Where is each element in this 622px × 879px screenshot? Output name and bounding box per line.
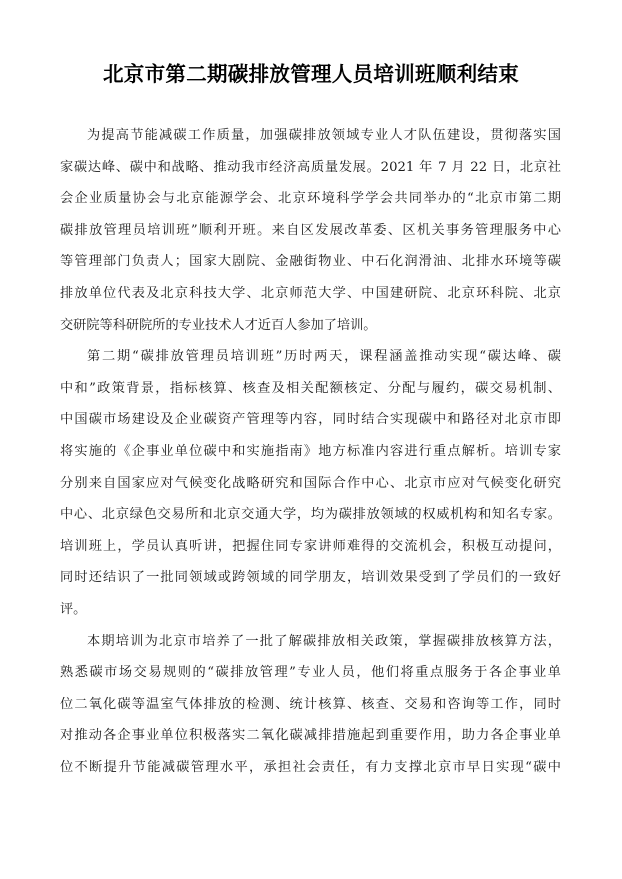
text-line: 交研院等科研院所的专业技术人才近百人参加了培训。 <box>60 317 377 333</box>
text-line: 中和”政策背景，指标核算、核查及相关配额核定、分配与履约，碳交易机制、 <box>60 380 561 396</box>
text-line: 对推动各企事业单位积极落实二氧化碳减排措施起到重要作用，助力各企事业单 <box>60 728 561 744</box>
text-line: 中国碳市场建设及企业碳资产管理等内容，同时结合实现碳中和路径对北京市即 <box>60 412 561 428</box>
document-title: 北京市第二期碳排放管理人员培训班顺利结束 <box>103 62 519 86</box>
text-line: 会企业质量协会与北京能源学会、北京环境科学学会共同举办的“北京市第二期 <box>60 191 561 207</box>
text-line: 为提高节能减碳工作质量，加强碳排放领域专业人才队伍建设，贯彻落实国 <box>87 128 561 143</box>
text-line: 分别来自国家应对气候变化战略研究和国际合作中心、北京市应对气候变化研究 <box>60 475 561 491</box>
text-line: 本期培训为北京市培养了一批了解碳排放相关政策，掌握碳排放核算方法， <box>87 633 561 649</box>
text-line: 中心、北京绿色交易所和北京交通大学，均为碳排放领域的权威机构和知名专家。 <box>60 507 561 523</box>
text-line: 排放单位代表及北京科技大学、北京师范大学、中国建研院、北京环科院、北京 <box>60 285 561 301</box>
text-line: 等管理部门负责人；国家大剧院、金融街物业、中石化润滑油、北排水环境等碳 <box>60 254 561 270</box>
text-line: 培训班上，学员认真听讲，把握住同专家讲师难得的交流机会，积极互动提问， <box>60 538 561 554</box>
text-line: 碳排放管理员培训班”顺利开班。来自区发展改革委、区机关事务管理服务中心 <box>60 222 561 238</box>
text-line: 将实施的《企事业单位碳中和实施指南》地方标准内容进行重点解析。培训专家 <box>60 443 561 459</box>
text-line: 位不断提升节能减碳管理水平，承担社会责任，有力支撑北京市早日实现“碳中 <box>60 759 561 775</box>
text-line: 评。 <box>60 601 87 617</box>
text-line: 位二氧化碳等温室气体排放的检测、统计核算、核查、交易和咨询等工作，同时 <box>60 696 561 712</box>
text-line: 同时还结识了一批同领域或跨领域的同学朋友，培训效果受到了学员们的一致好 <box>60 570 561 586</box>
paragraph-2 <box>60 341 561 625</box>
text-line: 第二期“碳排放管理员培训班”历时两天，课程涵盖推动实现“碳达峰、碳 <box>87 349 561 365</box>
paragraph-3 <box>60 626 561 784</box>
text-line: 家碳达峰、碳中和战略、推动我市经济高质量发展。2021 年 7 月 22 日，北京社 <box>60 159 561 175</box>
text-line: 熟悉碳市场交易规则的“碳排放管理”专业人员，他们将重点服务于各企事业单 <box>60 665 561 681</box>
document-body <box>60 120 561 783</box>
paragraph-1 <box>60 120 561 341</box>
